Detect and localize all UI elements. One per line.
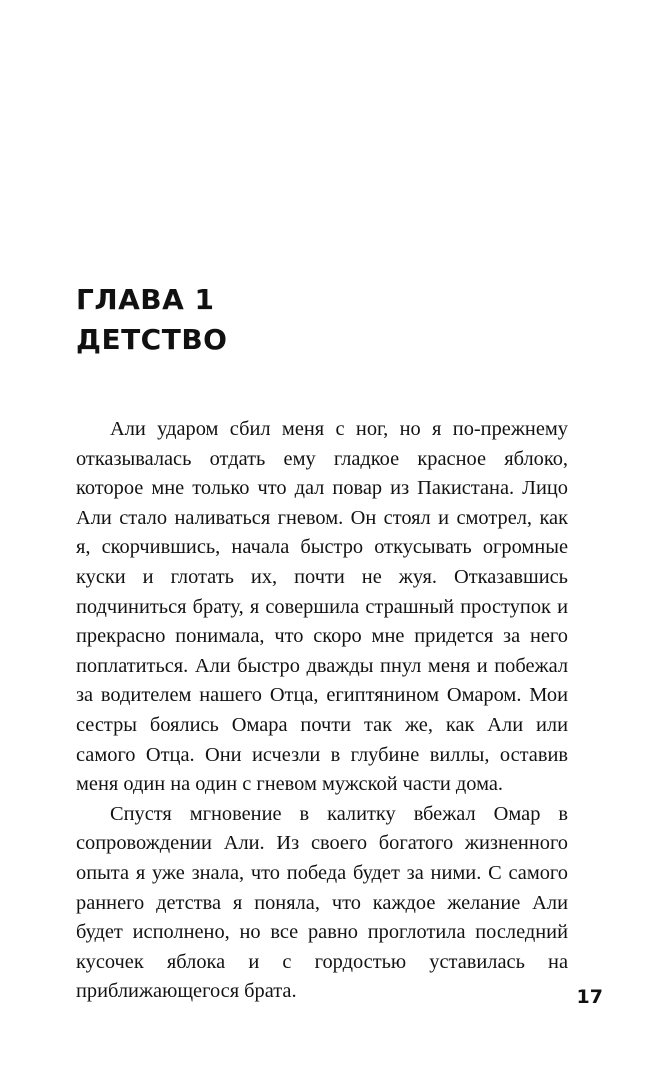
chapter-title: ДЕТСТВО bbox=[76, 323, 228, 357]
chapter-heading bbox=[76, 283, 570, 356]
paragraph: Али ударом сбил меня с ног, но я по-прежнему отказывалась отдать ему гладкое красное яблоко, которое мне только что дал повар из Пакистана. Лицо Али стало наливаться гневом. Он стоял и смотрел, как я, скорчившись, начала быстро откусывать огромные куски и глотать их, почти не жуя. Отказавшись подчиниться брату, я совершила страшный проступок и прекрасно понимала, что скоро мне придется за него поплатиться. Али быстро дважды пнул меня и побежал за водителем нашего Отца, египтянином Омаром. Мои сестры боялись Омара почти так же, как Али или самого Отца. Они исчезли в глубине виллы, оставив меня один на один с гневом мужской части дома. bbox=[76, 418, 568, 796]
chapter-label: ГЛАВА 1 bbox=[76, 283, 215, 316]
body-text bbox=[76, 415, 568, 1007]
page-number: 17 bbox=[576, 986, 603, 1008]
page-content bbox=[76, 0, 570, 1080]
paragraph: Спустя мгновение в калитку вбежал Омар в сопровождении Али. Из своего богатого жизненного опыта я уже знала, что победа будет за ними. С самого раннего детства я поняла, что каждое желание Али будет исполнено, но все равно проглотила последний кусочек яблока и с гордостью уставилась на приближающегося брата. bbox=[76, 802, 568, 1003]
